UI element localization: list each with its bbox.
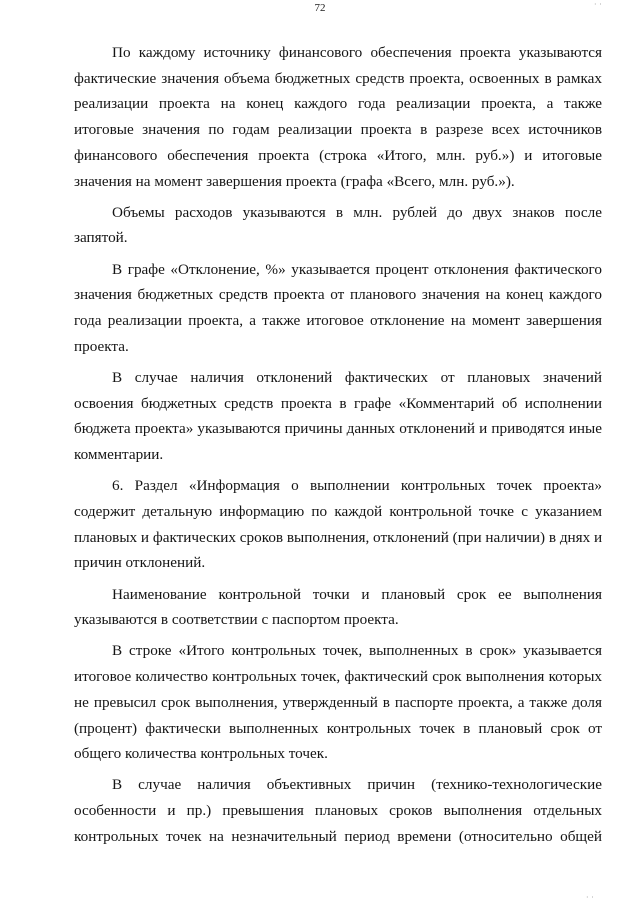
text-line: причин отклонений. — [74, 554, 206, 572]
text-line: 6. Раздел «Информация о выполнении контрольных точек проекта» — [112, 477, 602, 495]
text-line: По каждому источнику финансового обеспечения проекта указываются — [112, 44, 602, 61]
text-line: контрольных точек на незначительный период времени (относительно общей — [74, 827, 602, 845]
text-line: не превысил срок выполнения, утвержденный в паспорте проекта, а также доля — [74, 693, 602, 711]
scan-corner-mark: · · — [586, 893, 594, 902]
text-line: значения бюджетных средств проекта от планового значения на конец каждого — [74, 286, 602, 304]
text-line: фактические значения объема бюджетных средств проекта, освоенных в рамках — [74, 69, 602, 87]
text-line: В графе «Отклонение, %» указывается процент отклонения фактического — [112, 260, 602, 278]
text-line: значения на момент завершения проекта (графа «Всего, млн. руб.»). — [74, 172, 515, 190]
text-line: В случае наличия отклонений фактических от плановых значений — [112, 368, 602, 386]
text-line: года реализации проекта, а также итоговое отклонение на момент завершения — [74, 312, 602, 330]
scan-corner-mark: · · — [594, 0, 602, 9]
document-body — [74, 40, 602, 855]
text-line: Объемы расходов указываются в млн. рублей до двух знаков после — [112, 203, 602, 221]
text-line: итоговое количество контрольных точек, фактический срок выполнения которых — [74, 668, 602, 686]
text-line: содержит детальную информацию по каждой контрольной точке с указанием — [74, 502, 602, 520]
text-line: (процент) фактически выполненных контрольных точек в плановый срок от — [74, 719, 602, 737]
paragraph — [74, 40, 602, 194]
paragraph — [74, 365, 602, 468]
text-line: особенности и пр.) превышения плановых сроков выполнения отдельных — [74, 802, 602, 820]
text-line: проекта. — [74, 337, 129, 355]
page-number: 72 — [314, 2, 326, 14]
paragraph — [74, 772, 602, 849]
text-line: комментарии. — [74, 446, 164, 464]
text-line: бюджета проекта» указываются причины данных отклонений и приводятся иные — [74, 420, 602, 438]
text-line: итоговые значения по годам реализации проекта в разрезе всех источников — [74, 121, 602, 139]
paragraph — [74, 200, 602, 251]
paragraph — [74, 638, 602, 767]
text-line: плановых и фактических сроков выполнения, отклонений (при наличии) в днях и — [74, 528, 603, 546]
text-line: запятой. — [74, 229, 128, 247]
text-line: реализации проекта на конец каждого года реализации проекта, а также — [74, 95, 602, 113]
text-line: финансового обеспечения проекта (строка «Итого, млн. руб.») и итоговые — [74, 146, 602, 164]
paragraph — [74, 582, 602, 633]
text-line: освоения бюджетных средств проекта в графе «Комментарий об исполнении — [74, 394, 602, 412]
text-line: указываются в соответствии с паспортом проекта. — [74, 611, 399, 629]
text-line: В строке «Итого контрольных точек, выполненных в срок» указывается — [112, 642, 602, 660]
paragraph — [74, 257, 602, 360]
text-line: общего количества контрольных точек. — [74, 745, 328, 763]
text-line: В случае наличия объективных причин (технико-технологические — [112, 776, 602, 794]
text-line: Наименование контрольной точки и плановый срок ее выполнения — [112, 585, 602, 603]
paragraph — [74, 473, 602, 576]
